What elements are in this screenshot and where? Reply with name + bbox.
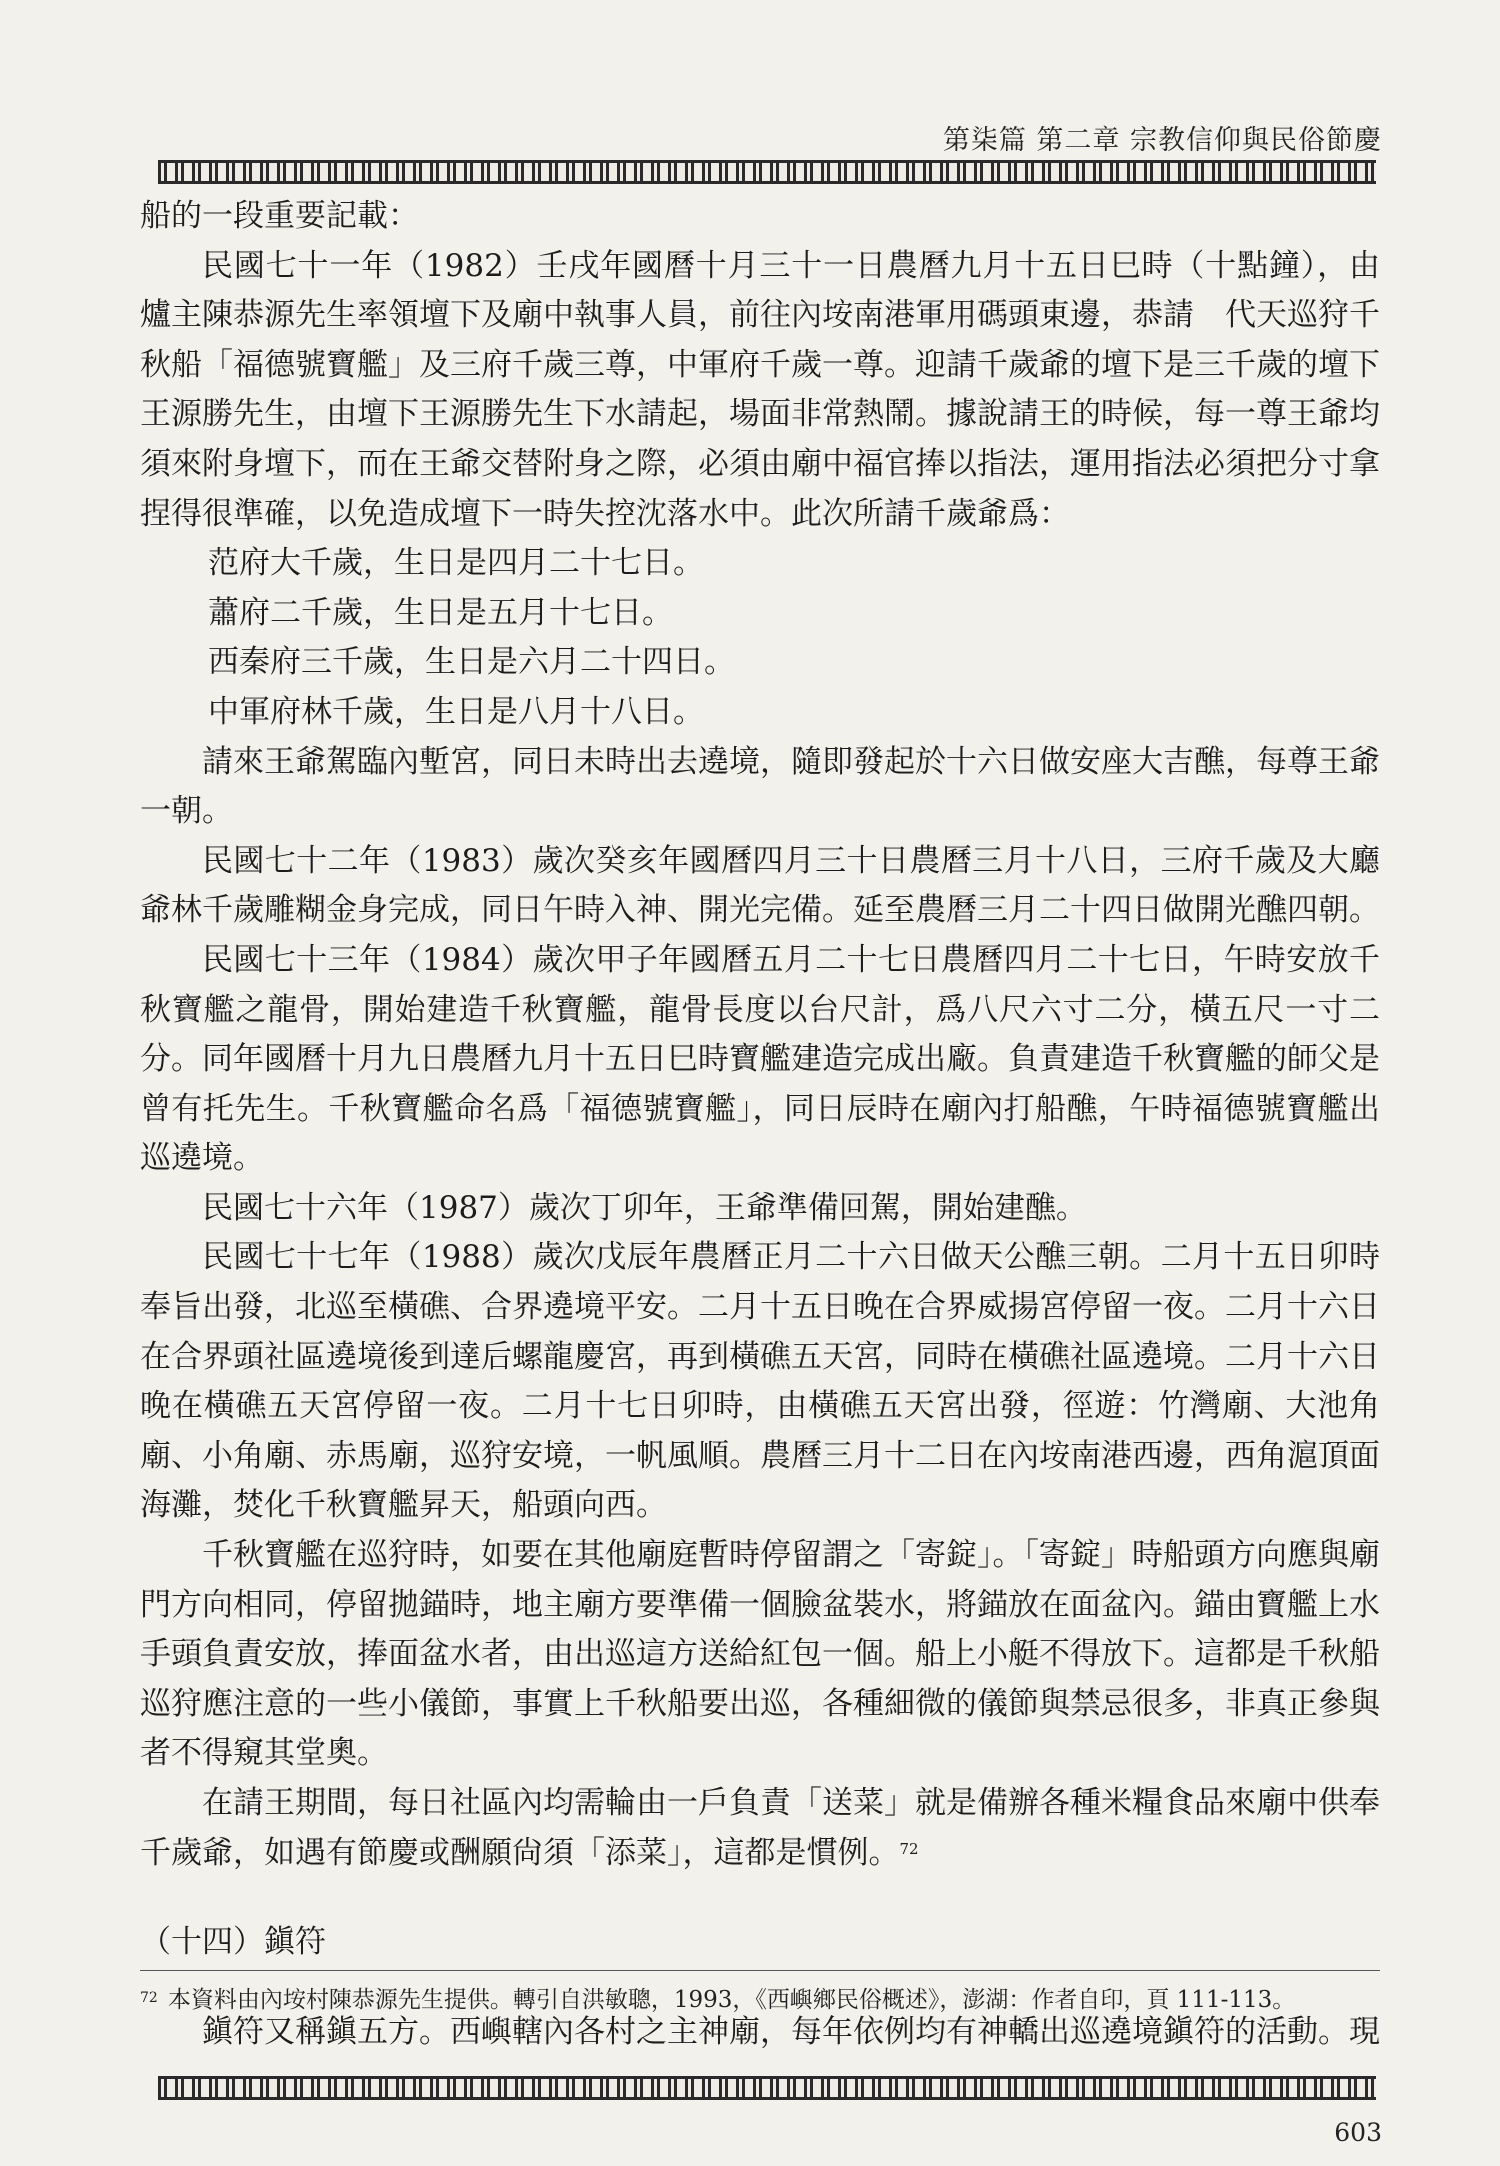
paragraph-zhenfu: 鎭符又稱鎭五方。西嶼轄內各村之主神廟，每年依例均有神轎出巡遶境鎭符的活動。現 (202, 2013, 1380, 2050)
list-item: 蕭府二千歲，生日是五月十七日。 (208, 594, 673, 631)
footnote (140, 1984, 1380, 2016)
footnote-ref[interactable]: 72 (899, 1839, 919, 1858)
paragraph-1982: 民國七十一年（1982）壬戌年國曆十月三十一日農曆九月十五日巳時（十點鐘），由爐主陳恭源先生率領壇下及廟中執事人員，前往內垵南港軍用碼頭東邊，恭請 代天巡狩千秋船「福德號寶艦」及三府千歲三尊，中軍府千歲一尊。迎請千歲爺的壇下是三千歲的壇下王源勝先生，由壇下王源勝先生下水請起，場面非常熱鬧。據說請王的時候，每一尊王爺均須來附身壇下，而在王爺交替附身之際，必須由廟中福官捧以指法，運用指法必須把分寸拿捏得很準確，以免造成壇下一時失控沈落水中。此次所請千歲爺爲： (140, 247, 1380, 532)
paragraph-1983: 民國七十二年（1983）歲次癸亥年國曆四月三十日農曆三月十八日，三府千歲及大廳爺林千歲雕糊金身完成，同日午時入神、開光完備。延至農曆三月二十四日做開光醮四朝。 (140, 842, 1380, 929)
list-item: 中軍府林千歲，生日是八月十八日。 (208, 693, 704, 730)
paragraph-jiding: 千秋寶艦在巡狩時，如要在其他廟庭暫時停留謂之「寄錠」。「寄錠」時船頭方向應與廟門方向相同，停留拋錨時，地主廟方要準備一個臉盆裝水，將錨放在面盆內。錨由寶艦上水手頭負責安放，捧面盆水者，由出巡這方送給紅包一個。船上小艇不得放下。這都是千秋船巡狩應注意的一些小儀節，事實上千秋船要出巡，各種細微的儀節與禁忌很多，非真正參與者不得窺其堂奧。 (140, 1537, 1380, 1772)
paragraph-songcai (140, 1779, 1380, 1878)
top-decorative-border (158, 160, 1376, 184)
paragraph-1984: 民國七十三年（1984）歲次甲子年國曆五月二十七日農曆四月二十七日，午時安放千秋寶艦之龍骨，開始建造千秋寶艦，龍骨長度以台尺計，爲八尺六寸二分，橫五尺一寸二分。同年國曆十月九日農曆九月十五日巳時寶艦建造完成出廠。負責建造千秋寶艦的師父是曾有托先生。千秋寶艦命名爲「福德號寶艦」，同日辰時在廟內打船醮，午時福德號寶艦出巡遶境。 (140, 941, 1380, 1177)
footnote-number: 72 (140, 1990, 158, 2006)
paragraph-continuation: 船的一段重要記載： (140, 198, 419, 234)
footnote-separator (140, 1970, 1380, 1971)
page-number: 603 (1334, 2118, 1382, 2147)
list-item: 范府大千歲，生日是四月二十七日。 (208, 545, 704, 582)
footnote-text: 本資料由內垵村陳恭源先生提供。轉引自洪敏聰，1993，《西嶼鄉民俗概述》，澎湖：作者自印，頁 111-113。 (167, 1987, 1296, 2013)
running-head: 第柒篇 第二章 宗教信仰與民俗節慶 (942, 125, 1382, 156)
main-text (140, 192, 1380, 2057)
paragraph-invite: 請來王爺駕臨內塹宮，同日未時出去遶境，隨即發起於十六日做安座大吉醮，每尊王爺一朝。 (140, 743, 1380, 830)
paragraph-1988: 民國七十七年（1988）歲次戊辰年農曆正月二十六日做天公醮三朝。二月十五日卯時奉旨出發，北巡至橫礁、合界遶境平安。二月十五日晚在合界威揚宮停留一夜。二月十六日在合界頭社區遶境後到達后螺龍慶宮，再到橫礁五天宮，同時在橫礁社區遶境。二月十六日晚在橫礁五天宮停留一夜。二月十七日卯時，由橫礁五天宮出發，徑遊：竹灣廟、大池角廟、小角廟、赤馬廟，巡狩安境，一帆風順。農曆三月十二日在內垵南港西邊，西角滬頂面海灘，焚化千秋寶艦昇天，船頭向西。 (140, 1239, 1380, 1524)
paragraph-1987: 民國七十六年（1987）歲次丁卯年，王爺準備回駕，開始建醮。 (202, 1189, 1087, 1226)
list-item: 西秦府三千歲，生日是六月二十四日。 (208, 644, 735, 681)
section-title: （十四）鎭符 (140, 1924, 326, 1961)
paragraph-songcai-text: 在請王期間，每日社區內均需輪由一戶負責「送菜」就是備辦各種米糧食品來廟中供奉千歲爺，如遇有節慶或酬願尙須「添菜」，這都是慣例。 (140, 1785, 1380, 1871)
bottom-decorative-border (158, 2076, 1376, 2100)
